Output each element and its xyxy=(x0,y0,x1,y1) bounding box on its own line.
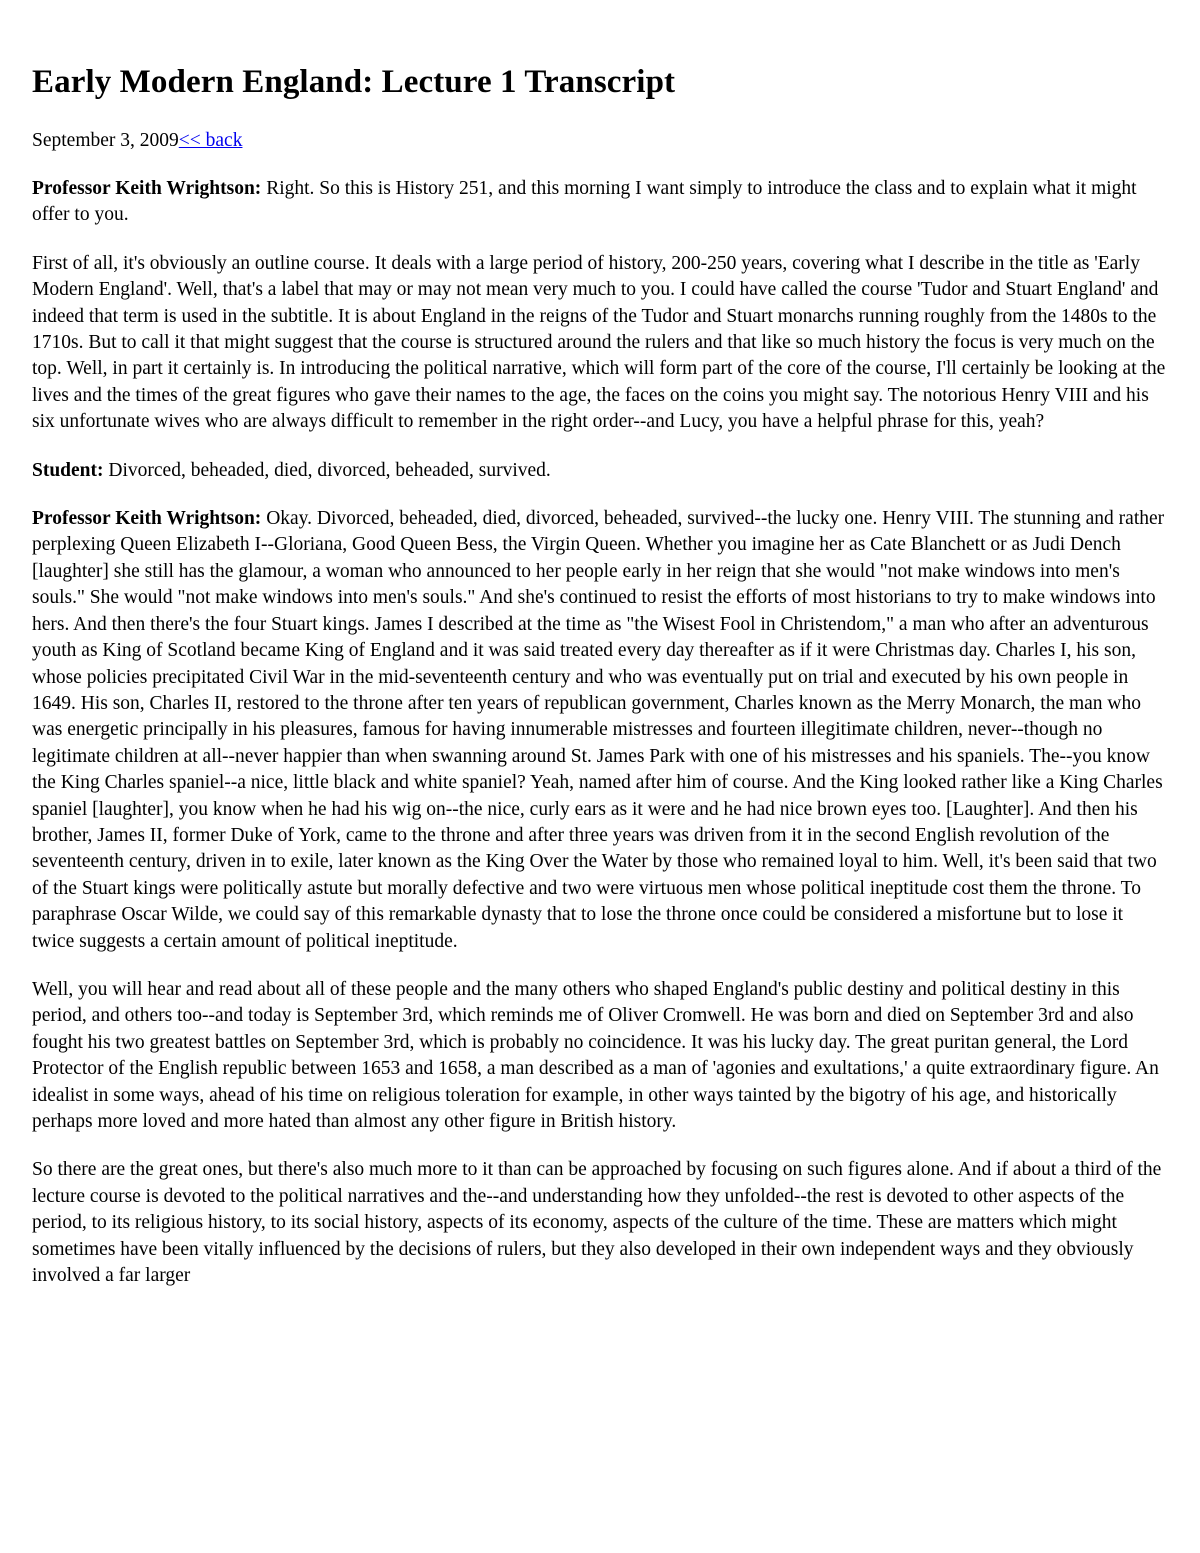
transcript-paragraph-5 xyxy=(32,977,1168,1135)
paragraph-text: First of all, it's obviously an outline course. It deals with a large period of history, 200-250 years, covering what I describe in the title as 'Early Modern England'. Well, that's a label that may or may not mean very much to you. I could have called the course 'Tudor and Stuart England' and indeed that term is used in the subtitle. It is about England in the reigns of the Tudor and Stuart monarchs running roughly from the 1480s to the 1710s. But to call it that might suggest that the course is structured around the rulers and that like so much history the focus is very much on the top. Well, in part it certainly is. In introducing the political narrative, which will form part of the core of the course, I'll certainly be looking at the lives and the times of the great figures who gave their names to the age, the faces on the coins you might say. The notorious Henry VIII and his six unfortunate wives who are always difficult to remember in the right order--and Lucy, you have a helpful phrase for this, yeah? xyxy=(32,252,1166,433)
speaker-label: Professor Keith Wrightson: xyxy=(32,178,262,199)
transcript-paragraph-1 xyxy=(32,176,1168,229)
lecture-date: September 3, 2009 xyxy=(32,130,179,151)
paragraph-text: So there are the great ones, but there's also much more to it than can be approached by focusing on such figures alone. And if about a third of the lecture course is devoted to the political narratives and the--and understanding how they unfolded--the rest is devoted to other aspects of the period, to its religious history, to its social history, aspects of its economy, aspects of the culture of the time. These are matters which might sometimes have been vitally influenced by the decisions of rulers, but they also developed in their own independent ways and they obviously involved a far larger xyxy=(32,1159,1162,1287)
dateline xyxy=(32,128,1168,154)
transcript-paragraph-2 xyxy=(32,251,1168,436)
speaker-label: Professor Keith Wrightson: xyxy=(32,508,262,530)
back-link[interactable]: << back xyxy=(178,130,243,151)
transcript-paragraph-6 xyxy=(32,1157,1168,1289)
paragraph-text: Divorced, beheaded, died, divorced, beheaded, survived. xyxy=(103,459,551,481)
page-title: Early Modern England: Lecture 1 Transcript xyxy=(32,64,676,100)
speaker-label: Student: xyxy=(32,459,104,481)
paragraph-text: Okay. Divorced, beheaded, died, divorced, beheaded, survived--the lucky one. Henry VIII. The stunning and rather perplexing Queen Elizabeth I--Gloriana, Good Queen Bess, the Virgin Queen. Whether you imagine her as Cate Blanchett or as Judi Dench [laughter] she still has the glamour, a woman who announced to her people early in her reign that she would "not make windows into men's souls." She would "not make windows into men's souls." And she's continued to resist the efforts of most historians to try to make windows into hers. And then there's the four Stuart kings. James I described at the time as "the Wisest Fool in Christendom," a man who after an adventurous youth as King of Scotland became King of England and it was said treated every day thereafter as if it were Christmas day. Charles I, his son, whose policies precipitated Civil War in the mid-seventeenth century and who was eventually put on trial and executed by his own people in 1649. His son, Charles II, restored to the throne after ten years of republican government, Charles known as the Merry Monarch, the man who was energetic principally in his pleasures, famous for having innumerable mistresses and fourteen illegitimate children, never--though no legitimate children at all--never happier than when swanning around St. James Park with one of his mistresses and his spaniels. The--you know the King Charles spaniel--a nice, little black and white spaniel? Yeah, named after him of course. And the King looked rather like a King Charles spaniel [laughter], you know when he had his wig on--the nice, curly ears as it were and he had nice brown eyes too. [Laughter]. And then his brother, James II, former Duke of York, came to the throne and after three years was driven from it in the second English revolution of the seventeenth century, driven in to exile, later known as the King Over the Water by those who remained loyal to him. Well, it's been said that two of the Stuart kings were politically astute but morally defective and two were virtuous men whose political ineptitude cost them the throne. To paraphrase Oscar Wilde, we could say of this remarkable dynasty that to lose the throne once could be considered a misfortune but to lose it twice suggests a certain amount of political ineptitude. xyxy=(32,508,1165,952)
transcript-paragraph-3 xyxy=(32,458,1168,484)
paragraph-text: Well, you will hear and read about all of these people and the many others who shaped England's public destiny and political destiny in this period, and others too--and today is September 3rd, which reminds me of Oliver Cromwell. He was born and died on September 3rd and also fought his two greatest battles on September 3rd, which is probably no coincidence. It was his lucky day. The great puritan general, the Lord Protector of the English republic between 1653 and 1658, a man described as a man of 'agonies and exultations,' a quite extraordinary figure. An idealist in some ways, ahead of his time on religious toleration for example, in other ways tainted by the bigotry of his age, and historically perhaps more loved and more hated than almost any other figure in British history. xyxy=(32,978,1159,1132)
paragraph-text: Right. So this is History 251, and this morning I want simply to introduce the class and to explain what it might offer to you. xyxy=(32,178,1137,226)
transcript-paragraph-4 xyxy=(32,506,1168,955)
